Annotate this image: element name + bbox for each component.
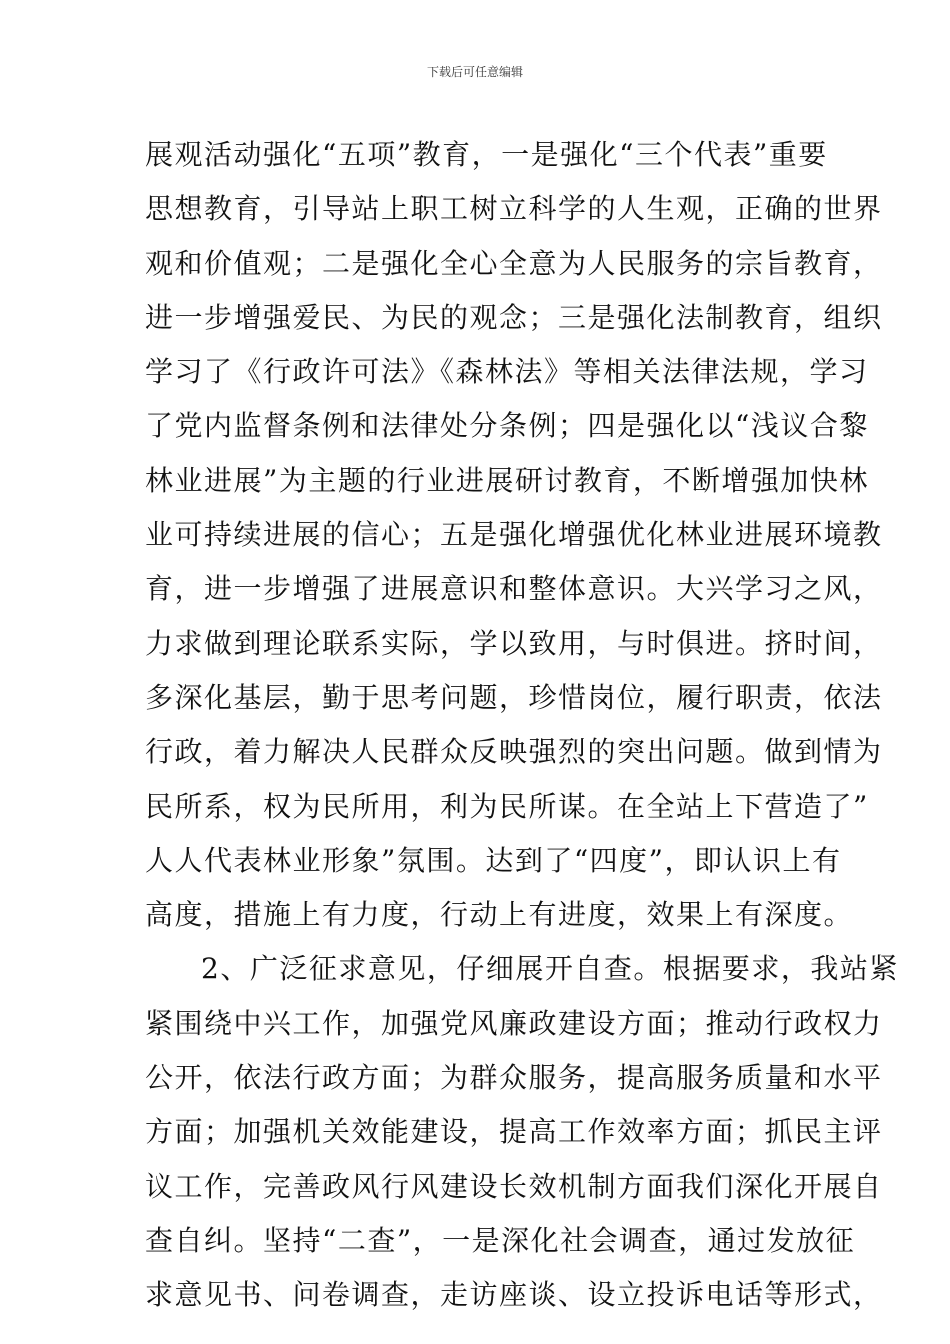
text-line: 进一步增强爱民、为民的观念；三是强化法制教育，组织 [145, 300, 883, 334]
text-line: 民所系，权为民所用，利为民所谋。在全站上下营造了” [145, 789, 869, 823]
text-line: 观和价值观；二是强化全心全意为人民服务的宗旨教育， [145, 246, 883, 280]
text-line: 林业进展”为主题的行业进展研讨教育，不断增强加快林 [145, 463, 869, 497]
text-line: 方面；加强机关效能建设，提高工作效率方面；抓民主评 [145, 1115, 883, 1149]
text-line: 公开，依法行政方面；为群众服务，提高服务质量和水平 [145, 1061, 883, 1095]
text-line: 高度，措施上有力度，行动上有进度，效果上有深度。 [145, 898, 854, 932]
paragraph-start-line: 2、广泛征求意见，仔细展开自查。根据要求，我站紧 [201, 952, 899, 986]
text-line: 思想教育，引导站上职工树立科学的人生观，正确的世界 [145, 192, 883, 226]
text-line: 人人代表林业形象”氛围。达到了“四度”，即认识上有 [145, 843, 842, 877]
text-line: 多深化基层，勤于思考问题，珍惜岗位，履行职责，依法 [145, 680, 883, 714]
page-header: 下载后可任意编辑 [426, 65, 523, 79]
text-line: 力求做到理论联系实际，学以致用，与时俱进。挤时间， [145, 626, 883, 660]
text-line: 业可持续进展的信心；五是强化增强优化林业进展环境教 [145, 518, 883, 552]
text-line: 育，进一步增强了进展意识和整体意识。大兴学习之风， [145, 572, 883, 606]
text-line: 展观活动强化“五项”教育，一是强化“三个代表”重要 [145, 138, 828, 171]
text-line: 议工作，完善政风行风建设长效机制方面我们深化开展自 [145, 1169, 883, 1203]
text-line: 了党内监督条例和法律处分条例；四是强化以“浅议合黎 [145, 409, 869, 443]
text-line: 查自纠。坚持“二查”，一是深化社会调查，通过发放征 [145, 1223, 856, 1257]
text-line: 行政，着力解决人民群众反映强烈的突出问题。做到情为 [145, 735, 883, 769]
text-line: 学习了《行政许可法》《森林法》等相关法律法规，学习 [145, 355, 869, 389]
text-line: 求意见书、问卷调查，走访座谈、设立投诉电话等形式， [145, 1278, 883, 1312]
text-line: 紧围绕中兴工作，加强党风廉政建设方面；推动行政权力 [145, 1006, 883, 1040]
body-text [145, 128, 899, 1323]
